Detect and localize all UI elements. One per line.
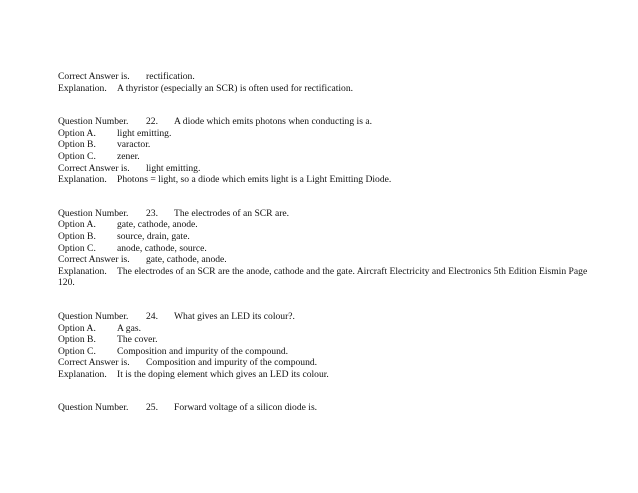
option-line-label: Option B.: [58, 230, 96, 242]
explanation-line: [58, 174, 618, 186]
question-number: 25.: [146, 402, 158, 414]
question-line: [58, 402, 618, 414]
correct-answer-line-text: gate, cathode, anode.: [146, 254, 227, 266]
option-line-text: zener.: [117, 150, 140, 162]
option-line-text: source, drain, gate.: [117, 230, 190, 242]
question-line: [58, 116, 618, 128]
option-line: [58, 151, 618, 163]
option-line-label: Option C.: [58, 345, 96, 357]
question-block: [58, 208, 618, 289]
explanation-line-label: Explanation.: [58, 82, 107, 94]
question-text: The electrodes of an SCR are.: [174, 207, 290, 219]
option-line: [58, 334, 618, 346]
explanation-line: [58, 266, 598, 289]
question-label: Question Number.: [58, 310, 129, 322]
question-number: 24.: [146, 310, 158, 322]
question-label: Question Number.: [58, 402, 129, 414]
question-label: Question Number.: [58, 207, 129, 219]
explanation-line: [58, 83, 618, 95]
option-line: [58, 231, 618, 243]
explanation-line-label: Explanation.: [58, 368, 107, 380]
question-block: [58, 71, 618, 94]
correct-answer-line-text: light emitting.: [146, 162, 201, 174]
option-line: [58, 346, 618, 358]
explanation-line-text: It is the doping element which gives an LED its colour.: [117, 368, 329, 380]
option-line-text: light emitting.: [117, 127, 172, 139]
explanation-line: [58, 369, 618, 381]
question-text: Forward voltage of a silicon diode is.: [174, 402, 318, 414]
correct-answer-line-label: Correct Answer is.: [58, 162, 130, 174]
explanation-line-text: A thyristor (especially an SCR) is often used for rectification.: [117, 82, 354, 94]
correct-answer-line-text: Composition and impurity of the compound.: [146, 357, 318, 369]
option-line-text: gate, cathode, anode.: [117, 219, 198, 231]
question-text: A diode which emits photons when conducting is a.: [174, 116, 372, 128]
option-line: [58, 243, 618, 255]
question-label: Question Number.: [58, 116, 129, 128]
option-line-text: The cover.: [117, 334, 158, 346]
correct-answer-line-text: rectification.: [146, 71, 195, 82]
option-line-text: A gas.: [117, 322, 141, 334]
question-number: 23.: [146, 207, 158, 219]
option-line-label: Option A.: [58, 219, 96, 231]
block-spacer: [58, 380, 618, 402]
question-line: [58, 311, 618, 323]
explanation-line-label: Explanation.: [58, 174, 107, 186]
option-line-label: Option C.: [58, 150, 96, 162]
question-block: [58, 116, 618, 186]
correct-answer-line: [58, 71, 618, 83]
option-line-text: anode, cathode, source.: [117, 242, 207, 254]
correct-answer-line-label: Correct Answer is.: [58, 254, 130, 266]
option-line-label: Option A.: [58, 127, 96, 139]
block-spacer: [58, 186, 618, 208]
correct-answer-line-label: Correct Answer is.: [58, 357, 130, 369]
option-line: [58, 219, 618, 231]
correct-answer-line-label: Correct Answer is.: [58, 71, 130, 82]
document-page: [58, 71, 618, 414]
explanation-line-label: Explanation.: [58, 265, 107, 277]
question-number: 22.: [146, 116, 158, 128]
option-line-label: Option B.: [58, 139, 96, 151]
option-line-text: varactor.: [117, 139, 151, 151]
question-line: [58, 208, 618, 220]
question-block: [58, 402, 618, 414]
correct-answer-line: [58, 163, 618, 175]
block-spacer: [58, 289, 618, 311]
option-line: [58, 323, 618, 335]
option-line-label: Option C.: [58, 242, 96, 254]
correct-answer-line: [58, 254, 618, 266]
option-line-label: Option A.: [58, 322, 96, 334]
correct-answer-line: [58, 357, 618, 369]
question-text: What gives an LED its colour?.: [174, 310, 295, 322]
option-line: [58, 128, 618, 140]
question-block: [58, 311, 618, 381]
block-spacer: [58, 94, 618, 116]
option-line-text: Composition and impurity of the compound.: [117, 345, 289, 357]
explanation-line-text: The electrodes of an SCR are the anode, cathode and the gate. Aircraft Electricity and Electronics 5th Edition Eismin Page 120.: [58, 265, 588, 289]
explanation-line-text: Photons = light, so a diode which emits light is a Light Emitting Diode.: [117, 174, 392, 186]
option-line-label: Option B.: [58, 334, 96, 346]
option-line: [58, 139, 618, 151]
